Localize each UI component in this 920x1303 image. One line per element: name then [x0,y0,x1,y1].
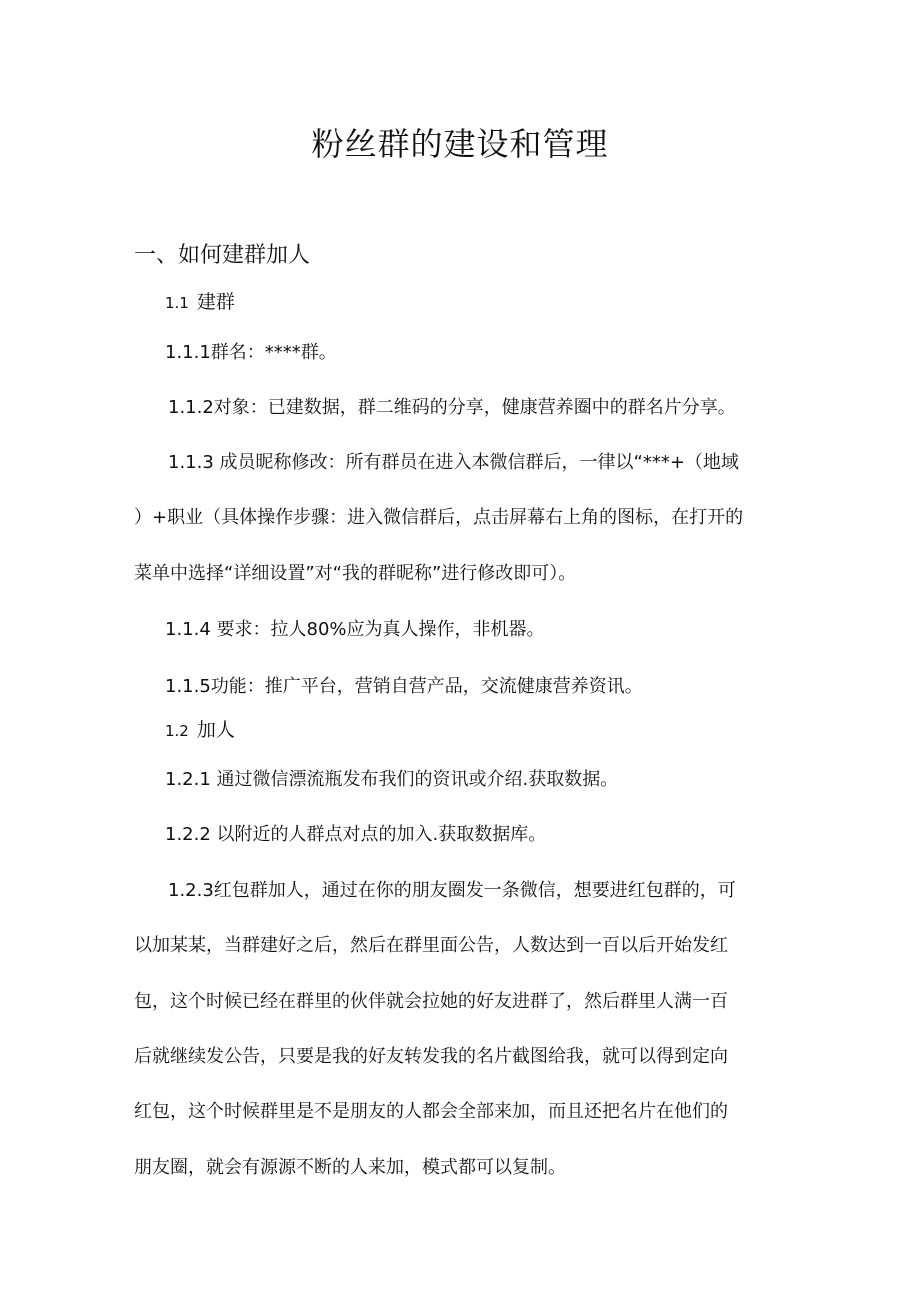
paragraph-1-2-2: 1.2.2 以附近的人群点对点的加入.获取数据库。 [165,824,547,845]
section-heading: 一、如何建群加人 [134,243,311,268]
paragraph-1-1-5: 1.1.5功能：推广平台，营销自营产品，交流健康营养资讯。 [165,676,643,697]
paragraph-1-1-3-line-1: 1.1.3 成员昵称修改：所有群员在进入本微信群后，一律以“***+（地域 [168,452,739,473]
paragraph-1-2-3-line-4: 后就继续发公告，只要是我的好友转发我的名片截图给我，就可以得到定向 [134,1046,728,1067]
paragraph-1-1-4: 1.1.4 要求：拉人80%应为真人操作，非机器。 [165,619,545,640]
subsection-heading-add-people [165,716,235,745]
subsection-heading-build-group [165,288,235,317]
paragraph-1-2-3-line-2: 以加某某，当群建好之后，然后在群里面公告，人数达到一百以后开始发红 [134,935,728,956]
paragraph-1-2-3-line-5: 红包，这个时候群里是不是朋友的人都会全部来加，而且还把名片在他们的 [134,1101,728,1122]
subsection-number: 1.2 [165,722,189,740]
subsection-label: 建群 [196,291,235,313]
subsection-number: 1.1 [165,294,189,312]
paragraph-1-1-1: 1.1.1群名：****群。 [165,342,337,363]
document-title: 粉丝群的建设和管理 [311,125,609,163]
paragraph-1-2-3-line-1: 1.2.3红包群加人，通过在你的朋友圈发一条微信，想要进红包群的，可 [168,880,736,901]
paragraph-1-2-3-line-3: 包，这个时候已经在群里的伙伴就会拉她的好友进群了，然后群里人满一百 [134,991,728,1012]
paragraph-1-1-2: 1.1.2对象：已建数据，群二维码的分享，健康营养圈中的群名片分享。 [168,397,736,418]
paragraph-1-1-3-line-3: 菜单中选择“详细设置”对“我的群昵称”进行修改即可）。 [134,563,577,584]
subsection-label: 加人 [196,719,235,741]
paragraph-1-2-3-line-6: 朋友圈，就会有源源不断的人来加，模式都可以复制。 [134,1157,566,1178]
paragraph-1-2-1: 1.2.1 通过微信漂流瓶发布我们的资讯或介绍.获取数据。 [165,769,619,790]
paragraph-1-1-3-line-2: ）+职业（具体操作步骤：进入微信群后，点击屏幕右上角的图标，在打开的 [134,507,744,528]
